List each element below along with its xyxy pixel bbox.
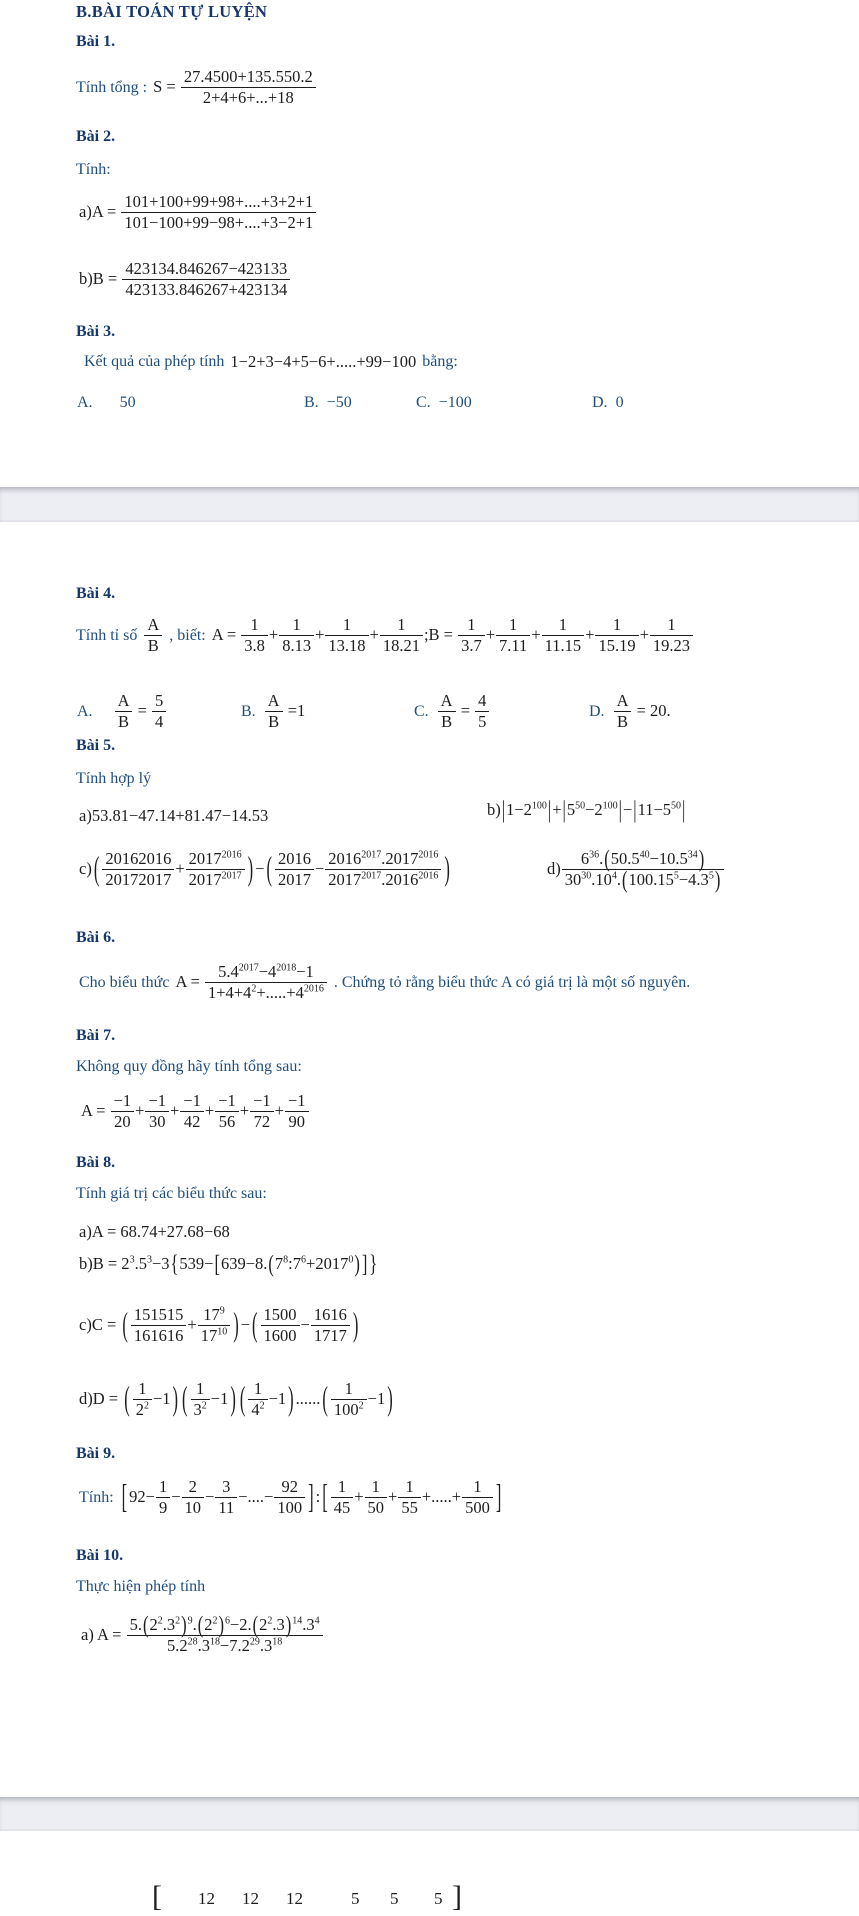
page-separator-2 [0,1797,859,1831]
exercise-5-heading-row [76,737,115,755]
exercise-4-problem [76,616,694,656]
exercise-4-ratio: $\frac{A}{B}$ [143,616,163,656]
exercise-1-problem [76,68,317,108]
page-separator-1 [0,487,859,522]
fragment-value: 5 [390,1889,399,1908]
exercise-3-heading-row [76,323,115,341]
exercise-5-formula-c: c) ( $\frac{20162016}{20172017}$ + $\frac{2017^{2016}}{2017^{2017}}$ ) − ( $\frac{2016}{2017}$ − $\frac{2016^{2017}.2017^{2016}}{2017^{2017}.2016^{2016}}$ ) [79,848,450,890]
exercise-8-part-d [79,1380,395,1420]
exercise-3-option-a: A. 50 [77,394,136,411]
exercise-10-formula-a: a) A = $\frac{5.(2^2.3^2)^9.(2^2)^6-2.(2^2.3)^{14}.3^4}{5.2^{28}.3^{18}-7.2^{29}.3^{18}}$ [81,1616,324,1656]
exercise-5-part-d [547,843,725,894]
exercise-8-heading-row [76,1154,115,1172]
exercise-4-label2: , biết: [169,626,206,644]
exercise-3-options [0,394,859,416]
exercise-6-suffix: . Chứng tỏ rằng biểu thức A có giá trị là một số nguyên. [333,973,691,991]
exercise-5-formula-b: $b)|1-2^{100}|+|5^{50}-2^{100}|-|11-5^{50}|$ [487,795,686,824]
exercise-5-part-b [487,795,686,824]
exercise-4-heading-row [76,585,115,603]
exercise-5-part-c [79,850,452,890]
fragment-value: 5 [434,1889,443,1908]
exercise-2-formula-a: a)A = $\frac{101+100+99+98+....+3+2+1}{101-100+99-98+....+3-2+1}$ [79,193,317,233]
exercise-4-formula: A = $\frac{1}{3.8}$ + $\frac{1}{8.13}$ + $\frac{1}{13.18}$ + $\frac{1}{18.21}$ ;B = $\frac{1}{3.7}$ + $\frac{1}{7.11}$ + $\frac{1}{11.15}$ + $\frac{1}{15.19}$ + $\frac{1}{19.23}$ [212,616,694,656]
exercise-5-part-a [79,806,268,826]
exercise-1-heading: Bài 1. [76,33,116,50]
exercise-10-label-row [76,1578,205,1596]
exercise-8-part-a [79,1222,230,1242]
exercise-3-option-c: C. −100 [416,394,472,411]
exercise-6-heading-row [76,929,115,947]
exercise-9-problem [79,1478,503,1518]
exercise-8-part-c [79,1306,360,1346]
exercise-7-formula-row [81,1092,310,1132]
exercise-6-label: Cho biểu thức [79,973,170,991]
fragment-value: 12 [198,1889,215,1908]
fragment-value: 12 [242,1889,259,1908]
exercise-8-label-row [76,1185,267,1203]
exercise-3-option-b: B. −50 [304,394,352,411]
exercise-2-formula-b: b)B = $\frac{423134.846267-423133}{423133.846267+423134}$ [79,260,291,300]
fragment-open-bracket: [ [152,1880,162,1913]
exercise-2-label: Tính: [76,161,111,178]
exercise-10-heading: Bài 10. [76,1547,124,1564]
exercise-2-heading-row [76,128,115,146]
fragment-value: 12 [286,1889,303,1908]
exercise-6-problem [79,963,690,1003]
exercise-3-prefix: Kết quả của phép tính [84,353,225,370]
exercise-9-heading: Bài 9. [76,1445,116,1462]
section-title-row [76,2,267,22]
exercise-8-label: Tính giá trị các biểu thức sau: [76,1185,267,1202]
exercise-8-heading: Bài 8. [76,1154,116,1171]
exercise-7-label-row [76,1058,302,1076]
exercise-6-heading: Bài 6. [76,929,116,946]
fragment-close-bracket: ] [452,1880,462,1913]
exercise-1-heading-row [76,33,115,51]
exercise-4-heading: Bài 4. [76,585,116,602]
exercise-2-heading: Bài 2. [76,128,116,145]
exercise-9-formula: [ 92− $\frac{1}{9}$ − $\frac{2}{10}$ − $\frac{3}{11}$ −....− $\frac{92}{100}$ ] : [ $\frac{1}{45}$ + $\frac{1}{50}$ + $\frac{1}{55}$ +.....+ $\frac{1}{500}$ ] [121,1476,502,1518]
exercise-3-heading: Bài 3. [76,323,116,340]
exercise-1-label: Tính tổng : [76,78,148,96]
exercise-4-label1: Tính tỉ số [76,626,138,644]
exercise-5-formula-a: a)53.81−47.14+81.47−14.53 [79,806,269,825]
exercise-3-statement [84,352,458,372]
exercise-4-option-b: B. $\frac{A}{B}$ =1 [241,691,306,732]
fragment-value: 5 [351,1889,360,1908]
exercise-2-part-b [79,260,291,300]
exercise-10-heading-row [76,1547,123,1565]
exercise-10-label: Thực hiện phép tính [76,1578,206,1595]
exercise-1-formula: S = $\frac{27.4500+135.550.2}{2+4+6+...+18}$ [153,68,317,108]
exercise-3-option-d: D. 0 [592,394,624,411]
section-title: B.BÀI TOÁN TỰ LUYỆN [76,2,268,21]
exercise-8-formula-b: $b)B = 2^3.5^3-3\{539-[639-8.(7^8:7^6+2017^0)$ ] } [79,1249,378,1278]
exercise-10-part-a [81,1609,324,1656]
exercise-2-label-row [76,161,111,179]
exercise-7-heading-row [76,1027,115,1045]
exercise-4-option-c: C. $\frac{A}{B}$ = $\frac{4}{5}$ [414,692,490,732]
exercise-9-label: Tính: [79,1488,114,1506]
exercise-4-option-a: A. $\frac{A}{B}$ = $\frac{5}{4}$ [77,692,167,732]
exercise-7-heading: Bài 7. [76,1027,116,1044]
exercise-8-formula-d: d)D = ( $\frac{1}{2^2}$ −1 ) ( $\frac{1}{3^2}$ −1 ) ( $\frac{1}{4^2}$ −1 ) ...... ( $\frac{1}{100^2}$ −1 ) [79,1378,393,1420]
exercise-7-formula: A = $\frac{-1}{20}$ + $\frac{-1}{30}$ + $\frac{-1}{42}$ + $\frac{-1}{56}$ + $\frac{-1}{72}$ + $\frac{-1}{90}$ [81,1092,310,1132]
exercise-6-formula: A = $\frac{5.4^{2017}-4^{2018}-1}{1+4+4^2+.....+4^{2016}}$ [175,963,327,1003]
next-page-formula-fragment [152,1880,482,1916]
exercise-8-formula-a: a)A = 68.74+27.68−68 [79,1222,230,1241]
exercise-9-heading-row [76,1445,115,1463]
exercise-7-label: Không quy đồng hãy tính tổng sau: [76,1058,302,1075]
exercise-2-part-a [79,193,317,233]
exercise-5-label-row [76,770,151,788]
exercise-4-options [0,692,859,738]
exercise-5-heading: Bài 5. [76,737,116,754]
exercise-5-label: Tính hợp lý [76,770,152,787]
exercise-3-suffix: bằng: [422,353,458,370]
exercise-4-option-d: D. $\frac{A}{B}$ = 20. [589,691,671,732]
exercise-5-formula-d: d) $\frac{6^{36}.(50.5^{40}-10.5^{34})}{30^{30}.10^4.(100.15^5-4.3^5)}$ [547,850,725,890]
exercise-8-formula-c: c)C = ( $\frac{151515}{161616}$ + $\frac{17^9}{17^{10}}$ ) − ( $\frac{1500}{1600}$ − $\frac{1616}{1717}$ ) [79,1304,359,1346]
exercise-8-part-b [79,1249,378,1278]
exercise-3-expression: 1−2+3−4+5−6+.....+99−100 [230,352,417,371]
